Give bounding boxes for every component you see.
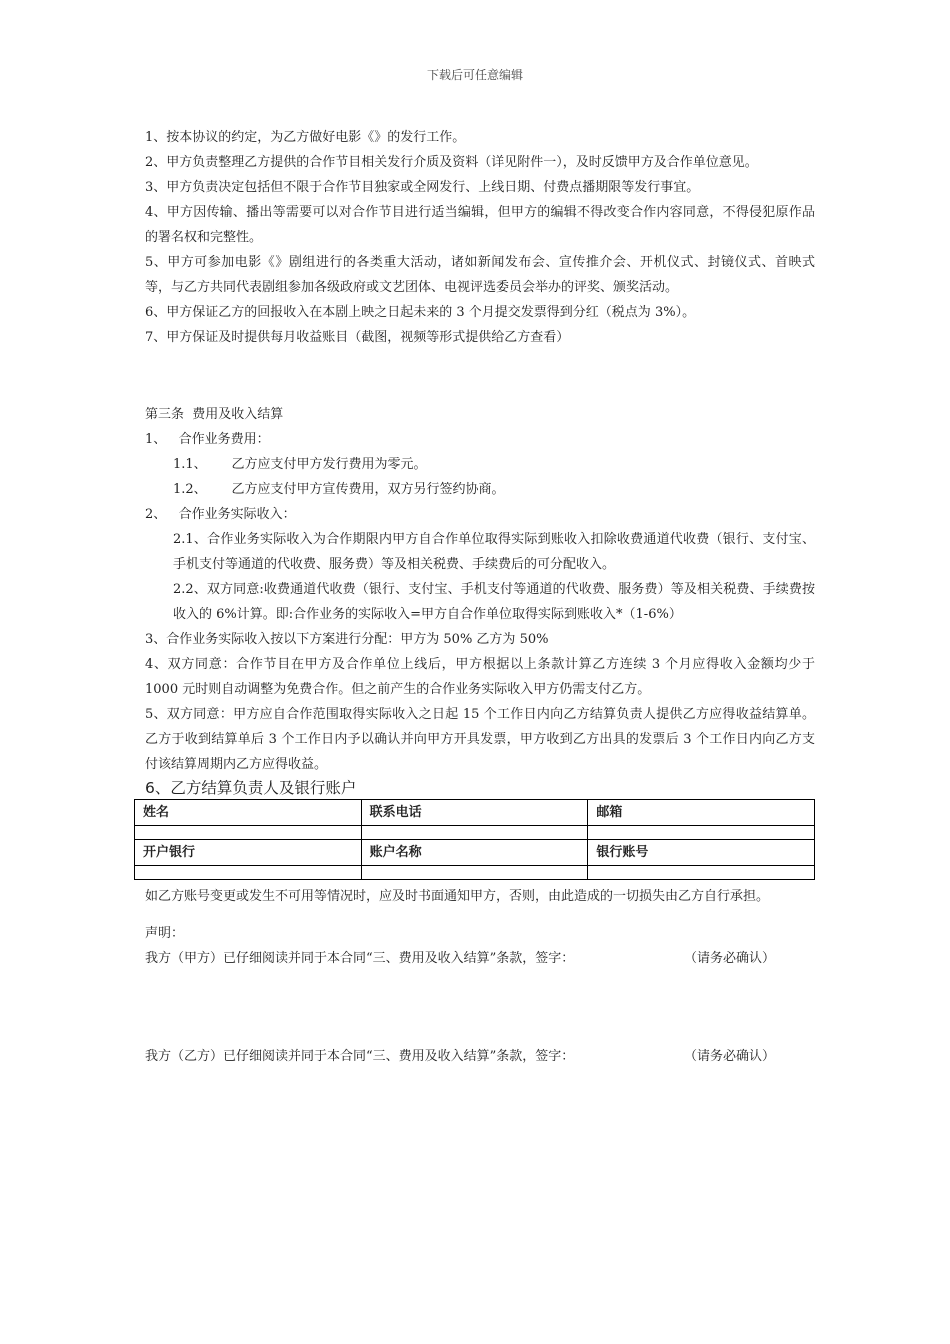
table-header-cell: 开户银行 <box>135 840 362 866</box>
table-header-cell: 银行账号 <box>588 840 815 866</box>
clause-item: 3、合作业务实际收入按以下方案进行分配：甲方为 50% 乙方为 50% <box>145 632 549 647</box>
clause-item: 7、甲方保证及时提供每月收益账目（截图，视频等形式提供给乙方查看） <box>145 330 570 345</box>
table-header-cell: 账户名称 <box>361 840 588 866</box>
clause-item: 5、双方同意：甲方应自合作范围取得实际收入之日起 15 个工作日内向乙方结算负责人提供乙方应得收益结算单。乙方于收到结算单后 3 个工作日内予以确认并向甲方开具发票，甲方收到乙方出具的发票后 3 个工作日内向乙方支付该结算周期内乙方应得收益。 <box>145 707 815 772</box>
table-header-cell: 邮箱 <box>588 800 815 826</box>
document-body <box>145 125 815 1069</box>
clause-item: 4、甲方因传输、播出等需要可以对合作节目进行适当编辑，但甲方的编辑不得改变合作内容同意，不得侵犯原作品的署名权和完整性。 <box>145 205 815 245</box>
sub-clause-item: 1.2、 乙方应支付甲方宣传费用，双方另行签约协商。 <box>173 482 505 497</box>
clause-item: 2、 合作业务实际收入： <box>145 507 296 522</box>
page-header: 下载后可任意编辑 <box>426 68 523 82</box>
account-table <box>134 799 815 880</box>
party-a-signature-line <box>145 946 775 971</box>
table-cell-empty[interactable] <box>588 866 815 880</box>
clause-item: 4、双方同意：合作节目在甲方及合作单位上线后，甲方根据以上条款计算乙方连续 3 个月应得收入金额均少于 1000 元时则自动调整为免费合作。但之前产生的合作业务实际收入甲方仍需支付乙方。 <box>145 657 815 697</box>
clause-item: 5、甲方可参加电影《》剧组进行的各类重大活动，诸如新闻发布会、宣传推介会、开机仪式、封镜仪式、首映式等，与乙方共同代表剧组参加各级政府或文艺团体、电视评选委员会举办的评奖、颁奖活动。 <box>145 255 815 295</box>
table-row-blank <box>135 866 815 880</box>
clause-item: 6、甲方保证乙方的回报收入在本剧上映之日起未来的 3 个月提交发票得到分红（税点为 3%）。 <box>145 305 696 320</box>
party-b-confirm-note: （请务必确认） <box>683 1049 775 1064</box>
table-row-blank <box>135 826 815 840</box>
party-b-signature-line <box>145 1044 775 1069</box>
table-row <box>135 800 815 826</box>
declaration-title: 声明： <box>145 926 185 941</box>
clause-item: 2、甲方负责整理乙方提供的合作节目相关发行介质及资料（详见附件一），及时反馈甲方及合作单位意见。 <box>145 155 758 170</box>
account-change-note: 如乙方账号变更或发生不可用等情况时，应及时书面通知甲方，否则，由此造成的一切损失由乙方自行承担。 <box>145 889 770 904</box>
table-header-cell: 联系电话 <box>361 800 588 826</box>
table-cell-empty[interactable] <box>135 866 362 880</box>
table-row <box>135 840 815 866</box>
table-cell-empty[interactable] <box>588 826 815 840</box>
sub-clause-item: 2.2、双方同意:收费通道代收费（银行、支付宝、手机支付等通道的代收费、服务费）等及相关税费、手续费按收入的 6%计算。即:合作业务的实际收入=甲方自合作单位取得实际到账收入*（1-6%） <box>173 582 815 622</box>
table-cell-empty[interactable] <box>361 826 588 840</box>
sub-clause-item: 2.1、合作业务实际收入为合作期限内甲方自合作单位取得实际到账收入扣除收费通道代收费（银行、支付宝、手机支付等通道的代收费、服务费）等及相关税费、手续费后的可分配收入。 <box>173 532 815 572</box>
table-cell-empty[interactable] <box>361 866 588 880</box>
party-b-declaration-text: 我方（乙方）已仔细阅读并同于本合同“三、费用及收入结算”条款，签字： <box>145 1049 575 1064</box>
party-a-declaration-text: 我方（甲方）已仔细阅读并同于本合同“三、费用及收入结算”条款，签字： <box>145 951 575 966</box>
clause-item: 3、甲方负责决定包括但不限于合作节目独家或全网发行、上线日期、付费点播期限等发行事宜。 <box>145 180 700 195</box>
table-cell-empty[interactable] <box>135 826 362 840</box>
table-header-cell: 姓名 <box>135 800 362 826</box>
clause-item: 1、按本协议的约定，为乙方做好电影《》的发行工作。 <box>145 130 466 145</box>
clause-item: 1、 合作业务费用： <box>145 432 270 447</box>
section-three-title: 第三条 费用及收入结算 <box>145 407 284 422</box>
account-section-heading: 6、乙方结算负责人及银行账户 <box>145 779 357 797</box>
party-a-confirm-note: （请务必确认） <box>683 951 775 966</box>
sub-clause-item: 1.1、 乙方应支付甲方发行费用为零元。 <box>173 457 427 472</box>
